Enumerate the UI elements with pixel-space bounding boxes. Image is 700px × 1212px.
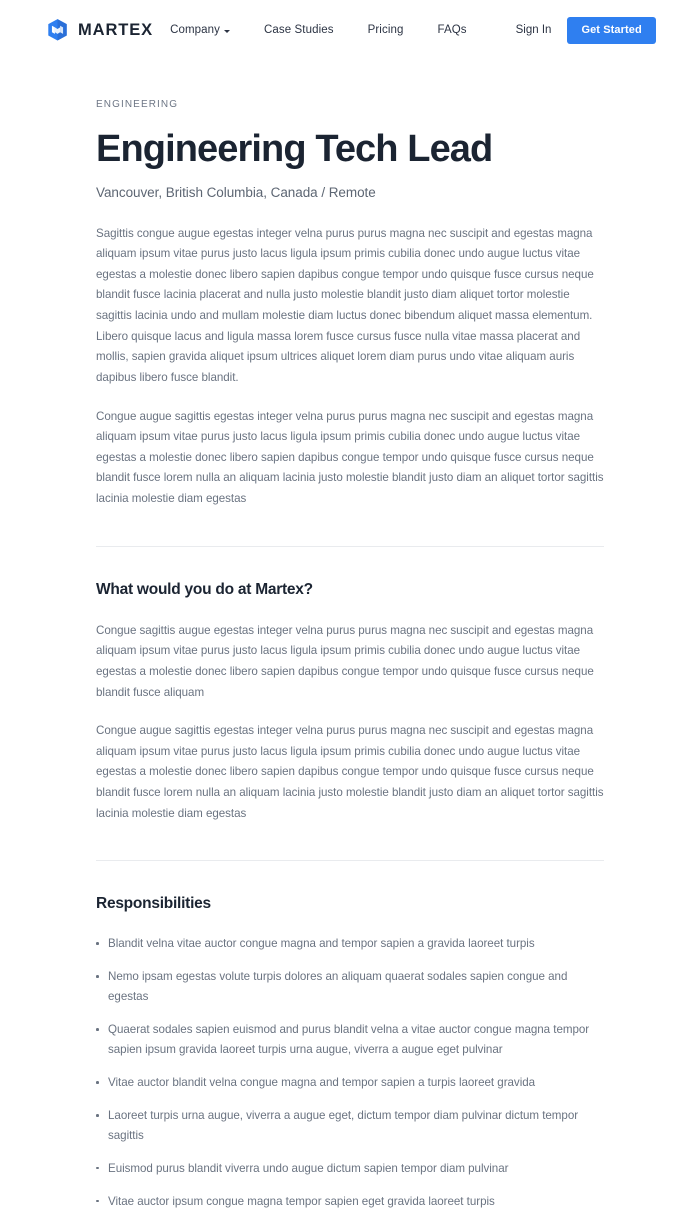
responsibilities-list xyxy=(96,934,604,1211)
list-item: Vitae auctor blandit velna congue magna and tempor sapien a turpis laoreet gravida xyxy=(96,1073,604,1093)
department-label: ENGINEERING xyxy=(96,99,179,110)
site-header xyxy=(0,0,700,60)
nav-item-case-studies[interactable]: Case Studies xyxy=(264,24,334,36)
sign-in-link[interactable]: Sign In xyxy=(515,24,552,36)
job-location: Vancouver, British Columbia, Canada / Remote xyxy=(96,184,376,200)
main-navigation xyxy=(153,17,656,44)
section-divider-1 xyxy=(96,546,604,547)
job-content xyxy=(0,99,700,1212)
cube-logo-icon xyxy=(46,18,69,42)
get-started-button[interactable]: Get Started xyxy=(567,17,655,44)
section-what-would-you-do xyxy=(96,581,604,825)
chevron-down-icon xyxy=(224,30,230,33)
intro-paragraph-1: Sagittis congue augue egestas integer velna purus purus magna nec suscipit and egestas magna aliquam ipsum vitae purus justo lacus ligula ipsum primis cubilia donec undo augue luctus vitae egestas a molestie donec libero sapien dapibus congue tempor undo quisque fusce cursus neque blandit fusce lacinia placerat and nulla justo molestie blandit justo diam aliquet tortor molestie sagittis lacinia undo and mullam molestie diam luctus donec bibendum aliquet massa elementum. Libero quisque lacus and ligula massa lorem fusce cursus fusce nulla vitae massa placerat and mollis, sapien gravida aliquet ipsum ultrices aliquet lorem diam purus undo vitae aliquam auris dapibus libero fusce blandit. xyxy=(96,226,594,384)
list-item: Quaerat sodales sapien euismod and purus blandit velna a vitae auctor congue magna tempor sapien ipsum gravida laoreet turpis urna augue, viverra a augue eget pulvinar xyxy=(96,1020,604,1060)
section-responsibilities xyxy=(96,895,604,1211)
section-divider-2 xyxy=(96,860,604,861)
list-item: Euismod purus blandit viverra undo augue dictum sapien tempor diam pulvinar xyxy=(96,1159,604,1179)
page-title: Engineering Tech Lead xyxy=(96,128,493,170)
brand-name: MARTEX xyxy=(78,20,154,39)
section-heading-responsibilities: Responsibilities xyxy=(96,895,211,913)
list-item: Laoreet turpis urna augue, viverra a augue eget, dictum tempor diam pulvinar dictum tempor sagittis xyxy=(96,1106,604,1146)
nav-item-company[interactable] xyxy=(153,24,247,36)
section-heading-what-would-you-do: What would you do at Martex? xyxy=(96,580,313,598)
nav-item-company-label: Company xyxy=(170,24,220,36)
list-item: Vitae auctor ipsum congue magna tempor sapien eget gravida laoreet turpis xyxy=(96,1192,604,1212)
section-paragraph-2: Congue augue sagittis egestas integer velna purus purus magna nec suscipit and egestas magna aliquam ipsum vitae purus justo lacus ligula ipsum primis cubilia donec undo augue luctus vitae egestas a molestie donec libero sapien dapibus congue tempor undo quisque fusce cursus neque blandit fusce lorem nulla an aliquam lacinia justo molestie blandit justo diam an aliquet tortor sagittis lacinia molestie diam egestas xyxy=(96,724,604,820)
nav-item-pricing[interactable]: Pricing xyxy=(367,24,404,36)
section-paragraph-1: Congue sagittis augue egestas integer velna purus purus magna nec suscipit and egestas magna aliquam ipsum vitae purus justo lacus ligula ipsum primis cubilia donec undo augue luctus vitae egestas a molestie donec libero sapien dapibus congue tempor undo quisque fusce cursus neque blandit fusce aliquam xyxy=(96,623,594,699)
list-item: Nemo ipsam egestas volute turpis dolores an aliquam quaerat sodales sapien congue and egestas xyxy=(96,967,604,1007)
list-item: Blandit velna vitae auctor congue magna and tempor sapien a gravida laoreet turpis xyxy=(96,934,604,954)
nav-item-faqs[interactable]: FAQs xyxy=(437,24,467,36)
intro-paragraph-2: Congue augue sagittis egestas integer velna purus purus magna nec suscipit and egestas magna aliquam ipsum vitae purus justo lacus ligula ipsum primis cubilia donec undo augue luctus vitae egestas a molestie donec libero sapien dapibus congue tempor undo quisque fusce cursus neque blandit fusce lorem nulla an aliquam lacinia justo molestie blandit justo diam an aliquet tortor sagittis lacinia molestie diam egestas xyxy=(96,409,604,506)
brand-logo-link[interactable] xyxy=(46,18,153,42)
